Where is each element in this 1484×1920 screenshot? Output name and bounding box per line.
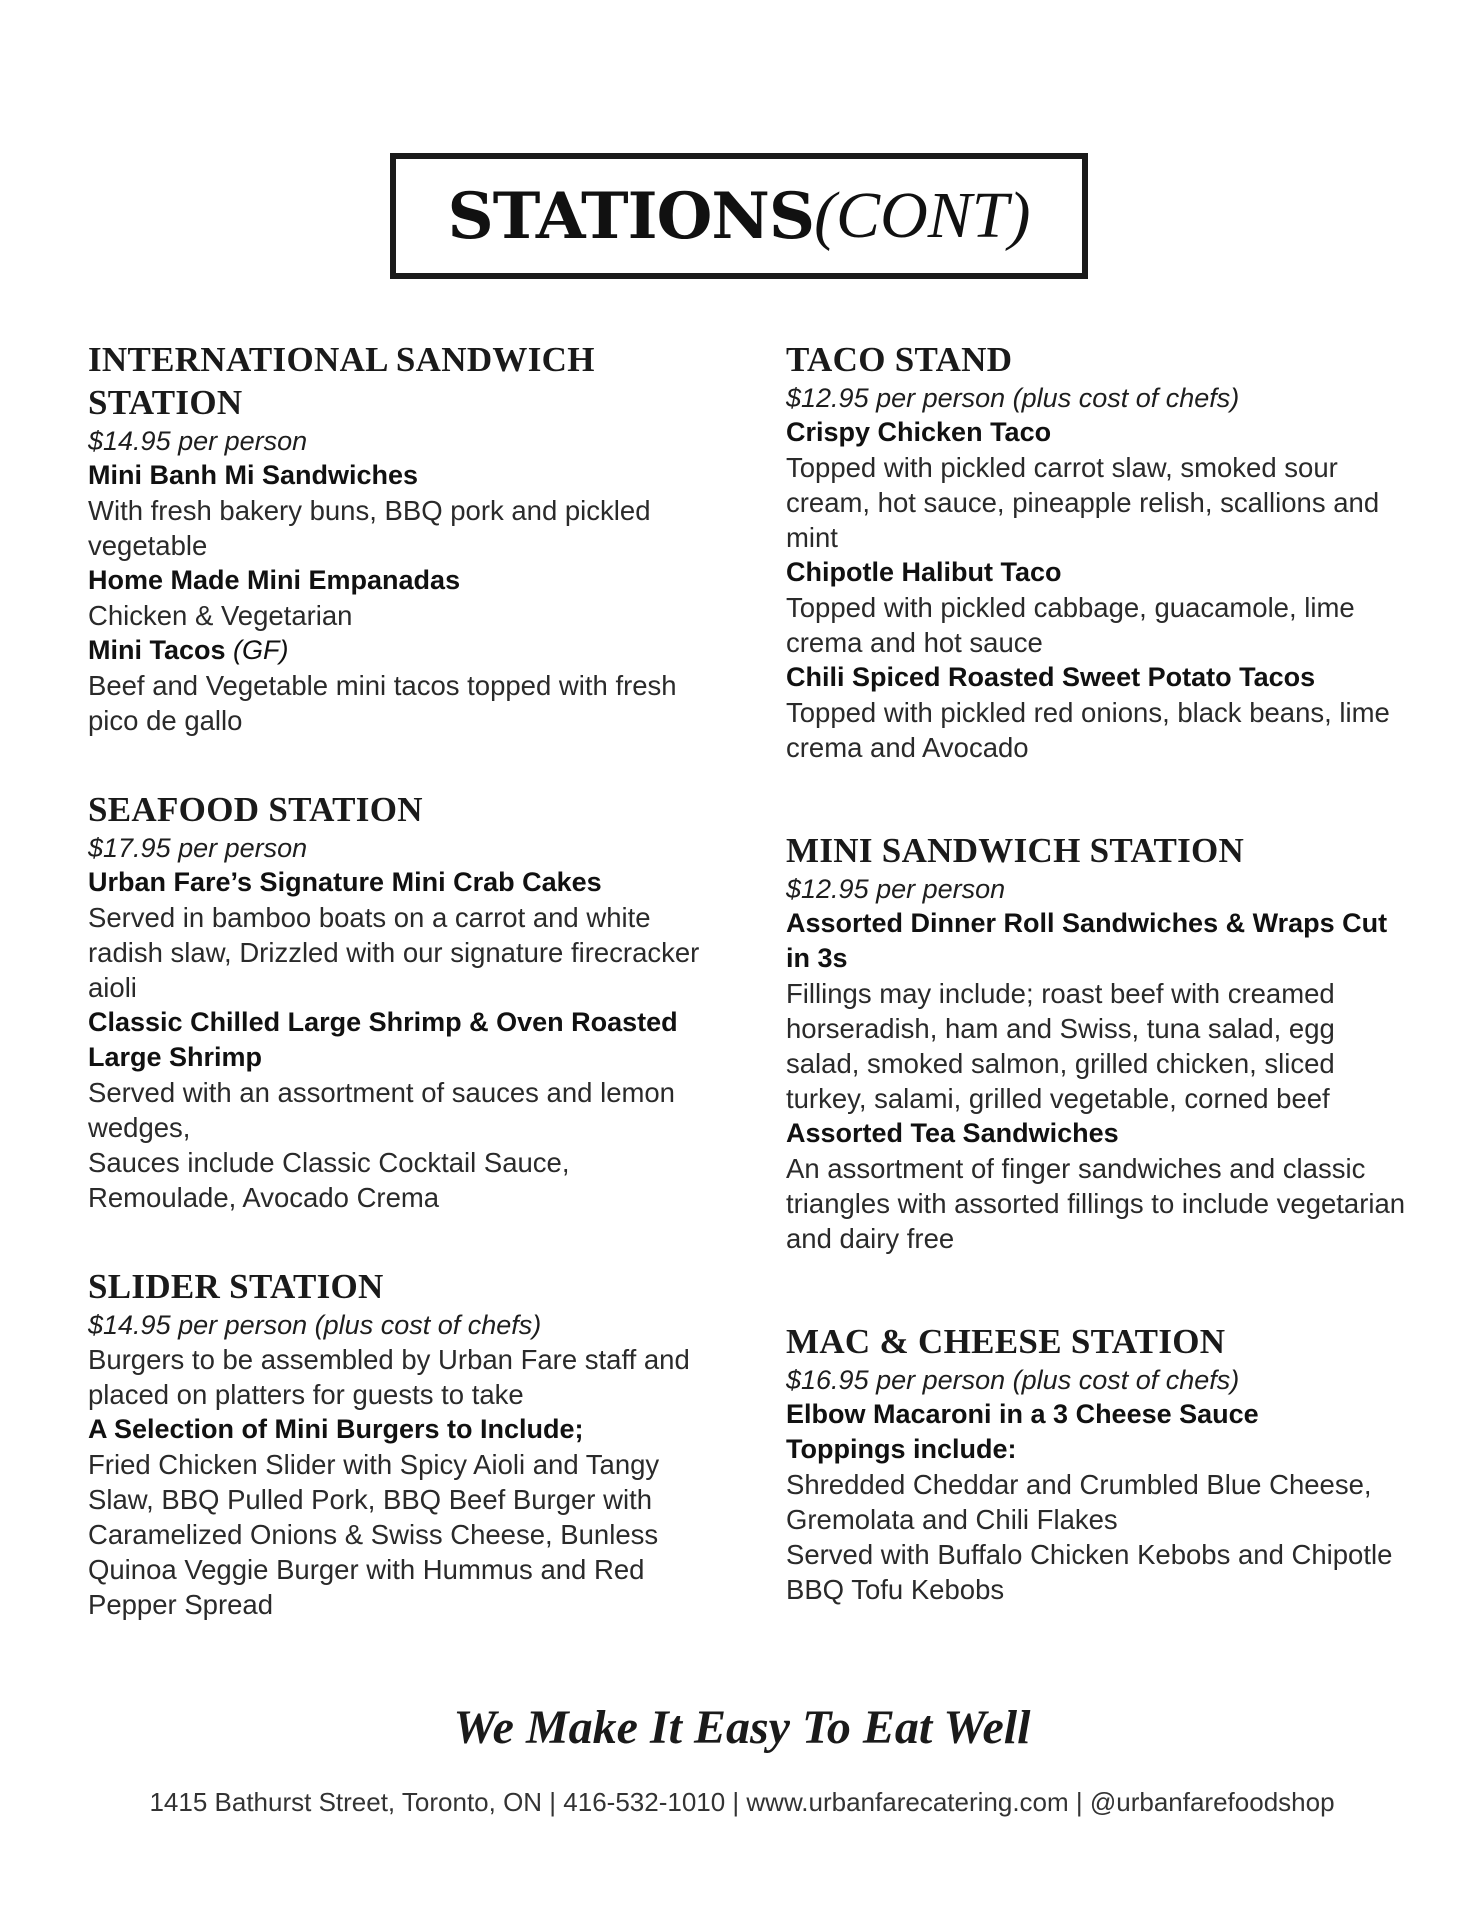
item-description: Served with Buffalo Chicken Kebobs and Chipotle BBQ Tofu Kebobs [786,1539,1393,1605]
item-description: Served in bamboo boats on a carrot and white radish slaw, Drizzled with our signature firecracker aioli [88,902,700,1003]
right-column [786,338,1406,1607]
slider-section [88,1265,700,1622]
slogan: We Make It Easy To Eat Well [453,1701,1031,1754]
section-title: INTERNATIONAL SANDWICH STATION [88,340,595,422]
item-description: Sauces include Classic Cocktail Sauce, Remoulade, Avocado Crema [88,1147,570,1213]
item-description: Chicken & Vegetarian [88,600,353,631]
item-name-text: Mini Tacos [88,635,226,665]
section-price: $14.95 per person [88,426,308,456]
item-description: Fillings may include; roast beef with creamed horseradish, ham and Swiss, tuna salad, egg salad, smoked salmon, grilled chicken, sliced turkey, salami, grilled vegetable, corned beef [786,978,1335,1114]
section-title: MAC & CHEESE STATION [786,1322,1226,1361]
section-title: TACO STAND [786,340,1013,379]
item-name: Urban Fare’s Signature Mini Crab Cakes [88,867,602,897]
left-column [88,338,700,1622]
contact-footer: 1415 Bathurst Street, Toronto, ON | 416-532-1010 | www.urbanfarecatering.com | @urbanfarefoodshop [149,1787,1335,1817]
item-description: An assortment of finger sandwiches and classic triangles with assorted fillings to include vegetarian and dairy free [786,1153,1406,1254]
mac-cheese-section [786,1320,1406,1607]
item-name: Home Made Mini Empanadas [88,565,461,595]
item-name: Elbow Macaroni in a 3 Cheese Sauce [786,1399,1259,1429]
item-name: Chipotle Halibut Taco [786,557,1062,587]
section-price: $12.95 per person (plus cost of chefs) [786,383,1240,413]
international-sandwich-section [88,338,700,738]
section-title: SEAFOOD STATION [88,790,423,829]
section-price: $12.95 per person [786,874,1006,904]
item-description: Shredded Cheddar and Crumbled Blue Cheese, Gremolata and Chili Flakes [786,1469,1372,1535]
section-intro: Burgers to be assembled by Urban Fare staff and placed on platters for guests to take [88,1344,690,1410]
item-name [88,633,700,668]
section-price: $17.95 per person [88,833,308,863]
item-description: Topped with pickled red onions, black beans, lime crema and Avocado [786,697,1390,763]
item-name: Chili Spiced Roasted Sweet Potato Tacos [786,662,1316,692]
item-description: With fresh bakery buns, BBQ pork and pickled vegetable [88,495,651,561]
item-description: Fried Chicken Slider with Spicy Aioli and Tangy Slaw, BBQ Pulled Pork, BBQ Beef Burger with Caramelized Onions & Swiss Cheese, Bunless Quinoa Veggie Burger with Hummus and Red Pepper Spread [88,1449,660,1620]
item-name: A Selection of Mini Burgers to Include; [88,1414,584,1444]
taco-stand-section [786,338,1406,765]
item-name: Assorted Dinner Roll Sandwiches & Wraps Cut in 3s [786,908,1388,973]
item-name: Mini Banh Mi Sandwiches [88,460,419,490]
page-title-sub: (CONT) [814,179,1031,252]
item-name: Crispy Chicken Taco [786,417,1052,447]
item-description: Served with an assortment of sauces and lemon wedges, [88,1077,675,1143]
item-description: Topped with pickled carrot slaw, smoked sour cream, hot sauce, pineapple relish, scallions and mint [786,452,1380,553]
page-title: STATIONS [447,178,815,254]
item-description: Topped with pickled cabbage, guacamole, lime crema and hot sauce [786,592,1355,658]
item-description: Beef and Vegetable mini tacos topped with fresh pico de gallo [88,670,677,736]
page-title-box [390,153,1088,279]
item-name: Toppings include: [786,1434,1017,1464]
section-price: $14.95 per person (plus cost of chefs) [88,1310,542,1340]
mini-sandwich-section [786,829,1406,1256]
section-title: SLIDER STATION [88,1267,384,1306]
seafood-section [88,788,700,1215]
item-name: Assorted Tea Sandwiches [786,1118,1119,1148]
gluten-free-tag: (GF) [233,635,289,665]
section-price: $16.95 per person (plus cost of chefs) [786,1365,1240,1395]
item-name: Classic Chilled Large Shrimp & Oven Roasted Large Shrimp [88,1007,678,1072]
section-title: MINI SANDWICH STATION [786,831,1245,870]
